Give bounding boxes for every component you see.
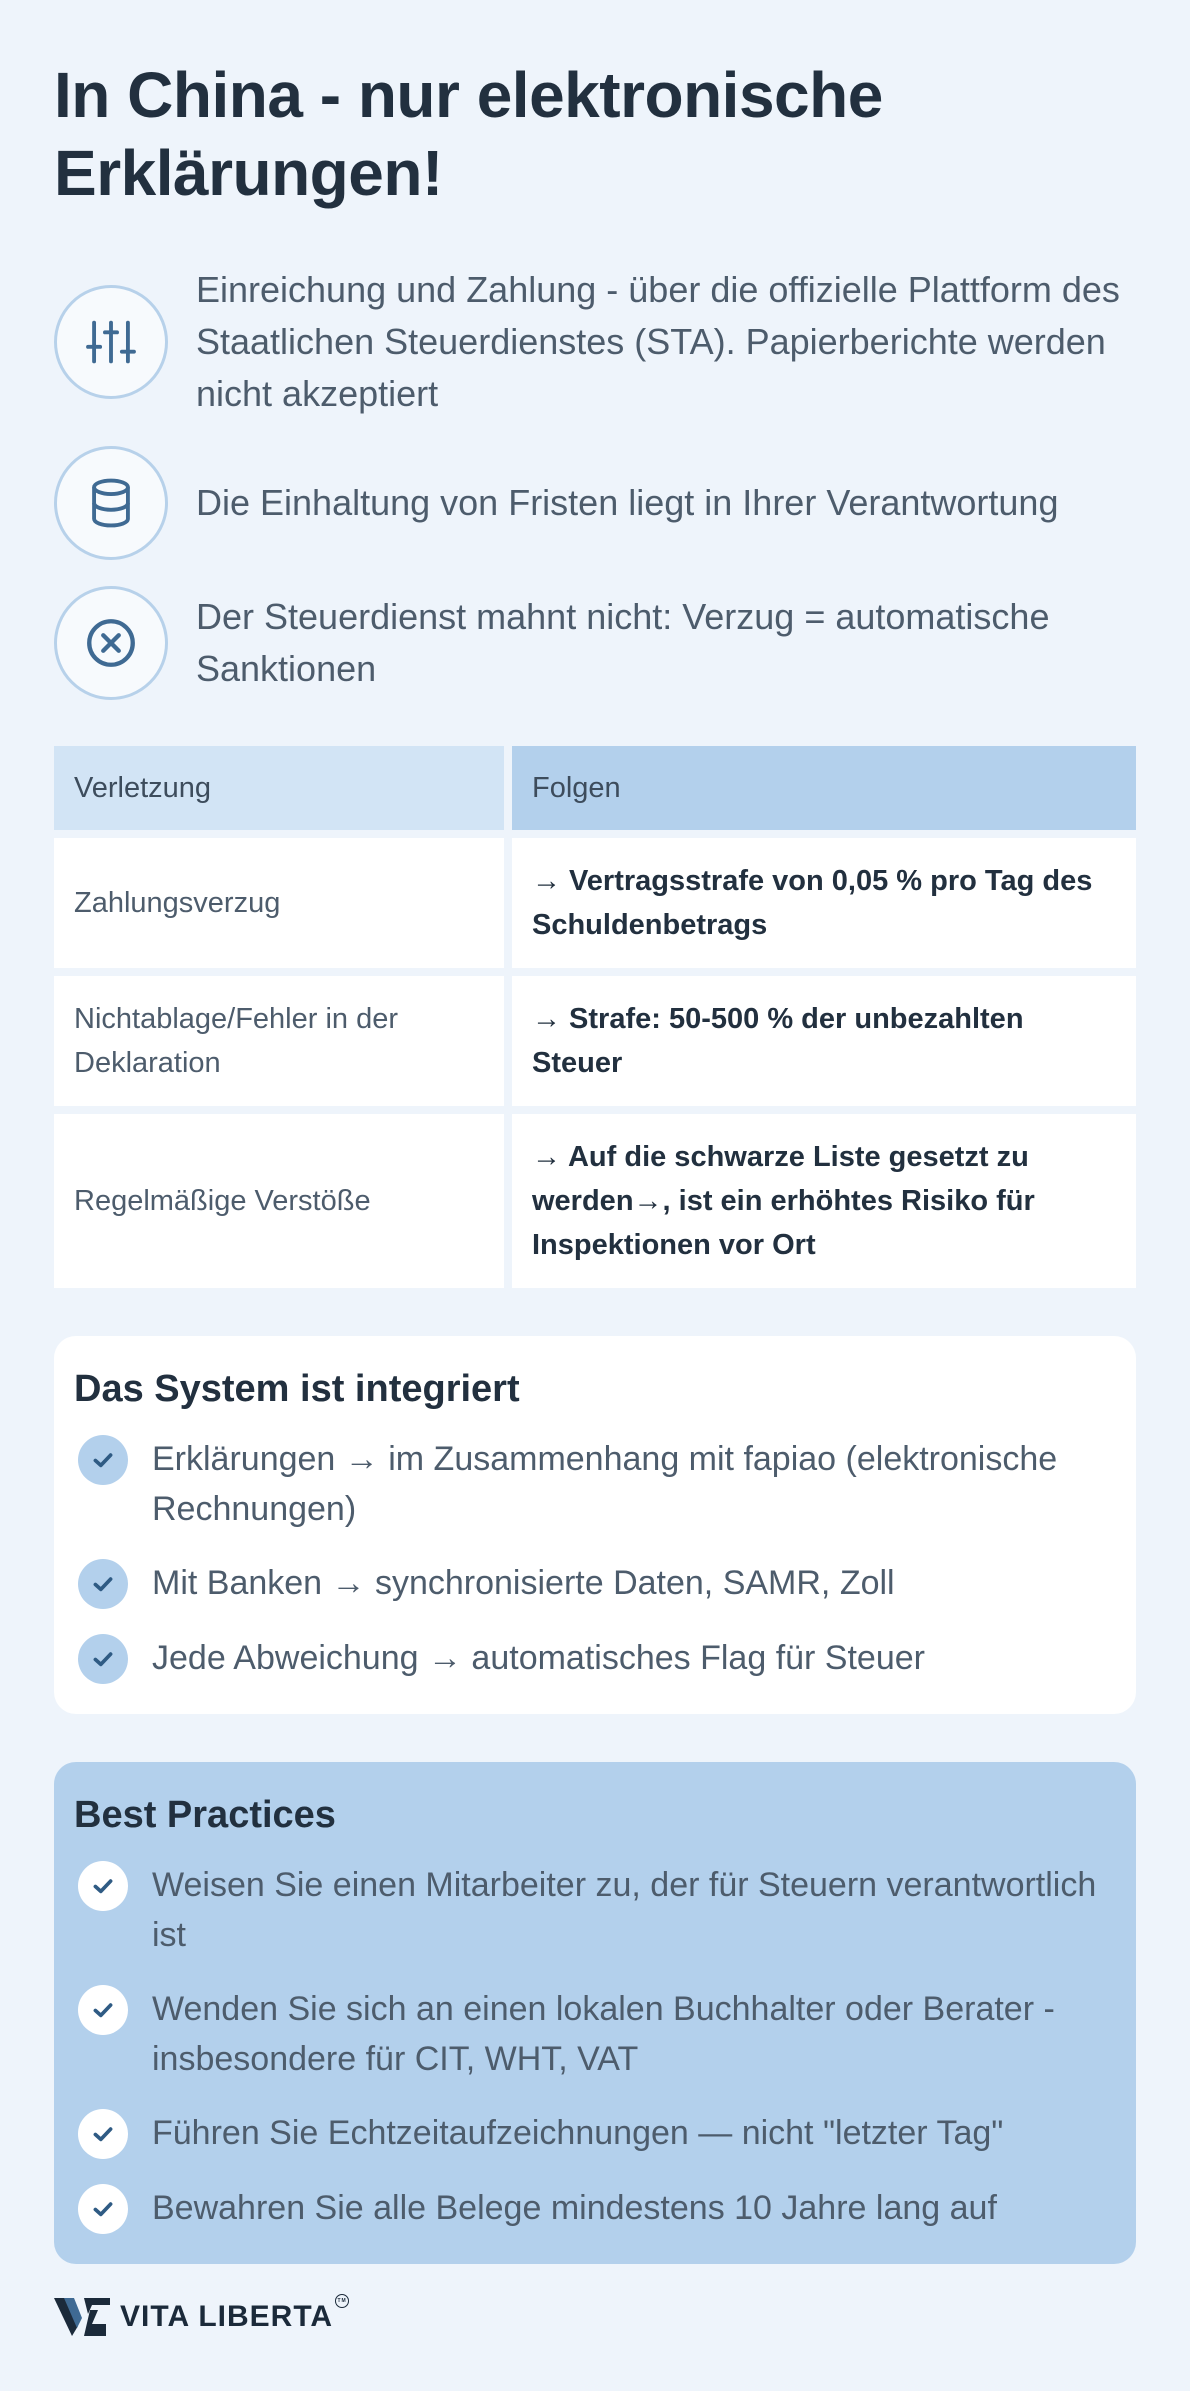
list-item-text: Mit Banken → synchronisierte Daten, SAMR, Zoll <box>152 1564 895 1602</box>
list-item <box>74 1984 1116 2084</box>
table-cell-violation: Nichtablage/Fehler in der Deklaration <box>54 976 504 1106</box>
check-icon <box>78 2184 128 2234</box>
table-header-consequences: Folgen <box>512 746 1136 830</box>
check-icon <box>78 1559 128 1609</box>
trademark-mark: TM <box>335 2294 349 2308</box>
table-cell-violation: Zahlungsverzug <box>54 838 504 968</box>
list-item-text: Weisen Sie einen Mitarbeiter zu, der für Steuern verantwortlich ist <box>152 1866 1097 1954</box>
table-cell-consequence: → Strafe: 50-500 % der unbezahlten Steuer <box>512 976 1136 1106</box>
close-circle-icon <box>54 586 168 700</box>
check-icon <box>78 1861 128 1911</box>
list-item-text: Führen Sie Echtzeitaufzeichnungen — nicht "letzter Tag" <box>152 2114 1004 2152</box>
footer-brand <box>54 2296 347 2338</box>
info-text: Die Einhaltung von Fristen liegt in Ihrer Verantwortung <box>196 482 1059 523</box>
page <box>54 0 1136 2264</box>
info-text: Einreichung und Zahlung - über die offizielle Plattform des Staatlichen Steuerdienstes (STA). Papierberichte werden nicht akzeptiert <box>196 269 1120 414</box>
list-item <box>74 1558 1116 1609</box>
table-cell-consequence: → Vertragsstrafe von 0,05 % pro Tag des Schuldenbetrags <box>512 838 1136 968</box>
page-title: In China - nur elektronische Erklärungen! <box>54 59 883 209</box>
check-icon <box>78 1985 128 2035</box>
info-text: Der Steuerdienst mahnt nicht: Verzug = automatische Sanktionen <box>196 596 1050 689</box>
table-cell-violation: Regelmäßige Verstöße <box>54 1114 504 1288</box>
list-item <box>74 2183 1116 2234</box>
info-item-sanctions <box>54 586 1136 700</box>
check-icon <box>78 1435 128 1485</box>
database-icon <box>54 446 168 560</box>
brand-name-text: VITA LIBERTA <box>120 2300 334 2333</box>
list-item-text: Wenden Sie sich an einen lokalen Buchhalter oder Berater - insbesondere für CIT, WHT, VAT <box>152 1990 1055 2078</box>
info-item-platform <box>54 264 1136 420</box>
card-title: Das System ist integriert <box>74 1368 520 1410</box>
check-icon <box>78 2109 128 2159</box>
info-list <box>54 264 1136 700</box>
check-icon <box>78 1634 128 1684</box>
system-integrated-card <box>54 1336 1136 1714</box>
list-item <box>74 1633 1116 1684</box>
list-item-text: Erklärungen → im Zusammenhang mit fapiao (elektronische Rechnungen) <box>152 1440 1058 1528</box>
list-item-text: Jede Abweichung → automatisches Flag für Steuer <box>152 1639 925 1677</box>
info-item-deadlines <box>54 446 1136 560</box>
list-item <box>74 1434 1116 1534</box>
table-cell-consequence: → Auf die schwarze Liste gesetzt zu werden→, ist ein erhöhtes Risiko für Inspektionen vor Ort <box>512 1114 1136 1288</box>
best-practices-card <box>54 1762 1136 2264</box>
brand-name <box>120 2298 347 2334</box>
sliders-icon <box>54 285 168 399</box>
table-header-violation: Verletzung <box>54 746 504 830</box>
vita-liberta-logo-icon <box>54 2296 110 2338</box>
card-title: Best Practices <box>74 1794 336 1836</box>
list-item <box>74 2108 1116 2159</box>
list-item-text: Bewahren Sie alle Belege mindestens 10 Jahre lang auf <box>152 2189 997 2227</box>
list-item <box>74 1860 1116 1960</box>
violations-table <box>54 746 1136 1288</box>
